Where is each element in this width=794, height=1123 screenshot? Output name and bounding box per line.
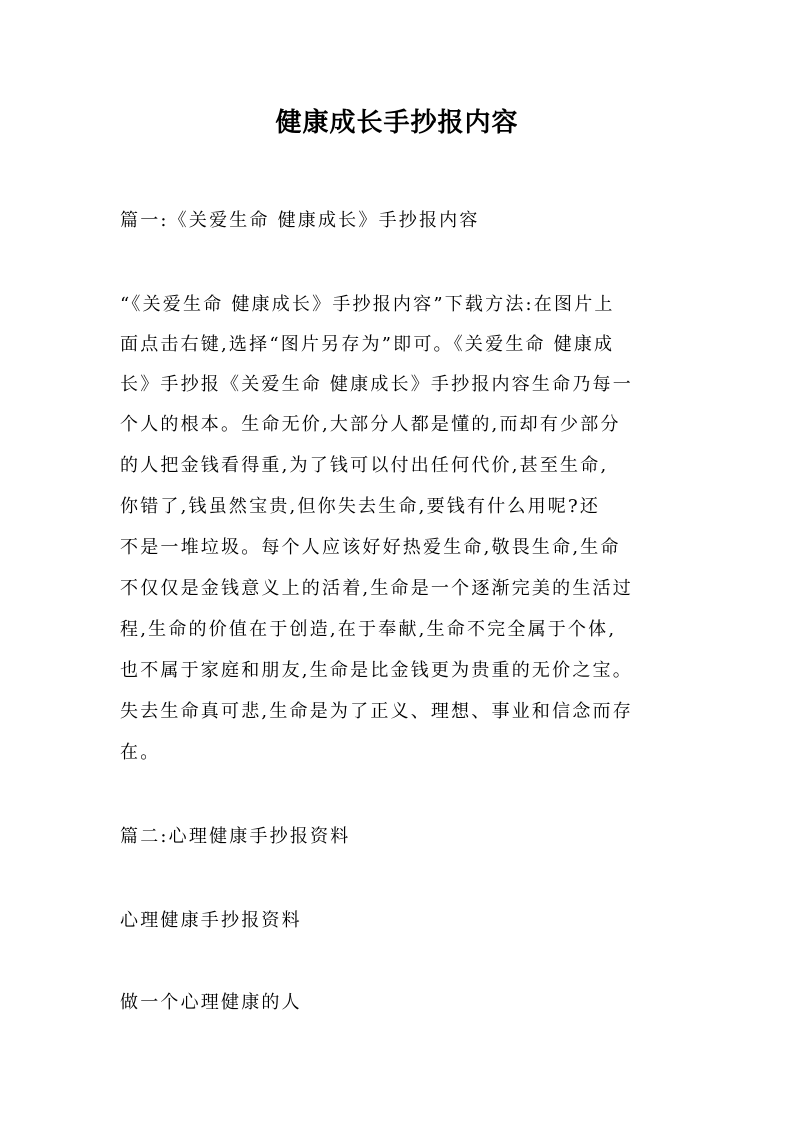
paragraph-line: 在。: [120, 742, 161, 763]
paragraph-line: 不是一堆垃圾。每个人应该好好热爱生命,敬畏生命,生命: [120, 537, 621, 558]
paragraph-line: 不仅仅是金钱意义上的活着,生命是一个逐渐完美的生活过: [120, 578, 633, 599]
paragraph-line: 你错了,钱虽然宝贵,但你失去生命,要钱有什么用呢?还: [120, 496, 601, 517]
section2-heading: 篇二:心理健康手抄报资料: [120, 826, 351, 847]
paragraph-line: 也不属于家庭和朋友,生命是比金钱更为贵重的无价之宝。: [120, 660, 633, 681]
paragraph-line: 失去生命真可悲,生命是为了正义、理想、事业和信念而存: [120, 701, 633, 722]
paragraph-line: 的人把金钱看得重,为了钱可以付出任何代价,甚至生命,: [120, 455, 609, 476]
section2-line: 做一个心理健康的人: [120, 992, 302, 1013]
section2-subheading: 心理健康手抄报资料: [120, 910, 302, 931]
paragraph-line: 程,生命的价值在于创造,在于奉献,生命不完全属于个体,: [120, 619, 617, 640]
paragraph-line: “《关爱生命 健康成长》手抄报内容”下载方法:在图片上: [120, 294, 615, 315]
paragraph-line: 长》手抄报《关爱生命 健康成长》手抄报内容生命乃每一: [120, 374, 633, 395]
section1-heading: 篇一:《关爱生命 健康成长》手抄报内容: [120, 210, 480, 231]
paragraph-line: 个人的根本。生命无价,大部分人都是懂的,而却有少部分: [120, 414, 621, 435]
document-title: 健康成长手抄报内容: [275, 108, 519, 138]
paragraph-line: 面点击右键,选择“图片另存为”即可。《关爱生命 健康成: [120, 334, 615, 355]
